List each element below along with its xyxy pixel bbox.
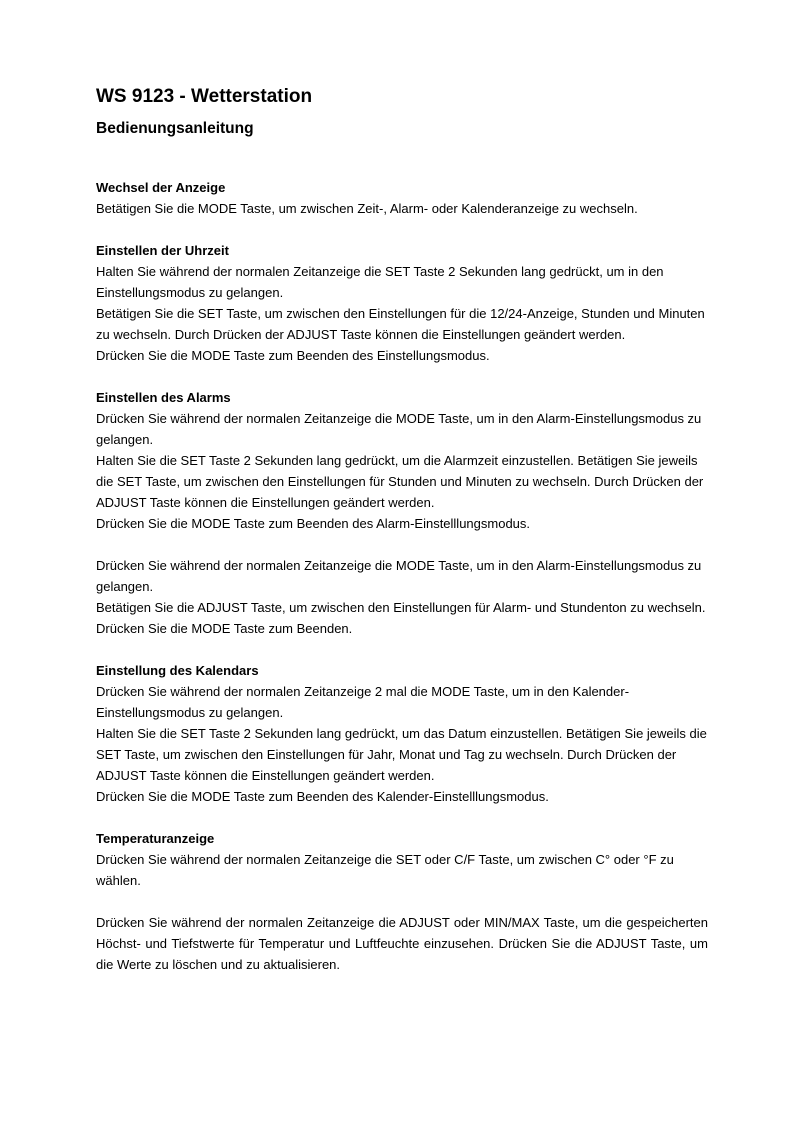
paragraph: Betätigen Sie die SET Taste, um zwischen den Einstellungen für die 12/24-Anzeige, Stunden und Minuten zu wechseln. Durch Drücken der ADJUST Taste können die Einstellungen geändert werden. (96, 306, 705, 342)
paragraph: Halten Sie während der normalen Zeitanzeige die SET Taste 2 Sekunden lang gedrückt, um in den Einstellungsmodus zu gelangen. (96, 264, 664, 300)
section-einstellung-des-kalendars (96, 660, 708, 807)
paragraph: Drücken Sie während der normalen Zeitanzeige 2 mal die MODE Taste, um in den Kalender-Einstellungsmodus zu gelangen. (96, 684, 630, 720)
section-heading: Einstellen des Alarms (96, 390, 231, 405)
paragraph: Halten Sie die SET Taste 2 Sekunden lang gedrückt, um die Alarmzeit einzustellen. Betätigen Sie jeweils die SET Taste, um zwischen den Einstellungen für Stunden und Minuten zu wechseln. Durch Drücken der ADJUST Taste können die Einstellungen geändert werden. (96, 453, 704, 510)
paragraph: Drücken Sie während der normalen Zeitanzeige die MODE Taste, um in den Alarm-Einstellungsmodus zu gelangen. (96, 411, 702, 447)
paragraph: Drücken Sie die MODE Taste zum Beenden. (96, 621, 353, 636)
paragraph: Drücken Sie die MODE Taste zum Beenden des Alarm-Einstelllungsmodus. (96, 516, 531, 531)
section-heading: Temperaturanzeige (96, 831, 215, 846)
section-min-max (96, 912, 708, 975)
paragraph: Drücken Sie die MODE Taste zum Beenden des Einstellungsmodus. (96, 348, 490, 363)
section-temperaturanzeige (96, 828, 708, 891)
section-einstellen-des-alarms (96, 387, 708, 534)
paragraph: Betätigen Sie die ADJUST Taste, um zwischen den Einstellungen für Alarm- und Stundenton zu wechseln. (96, 600, 706, 615)
document-subtitle: Bedienungsanleitung (96, 120, 254, 137)
paragraph: Betätigen Sie die MODE Taste, um zwischen Zeit-, Alarm- oder Kalenderanzeige zu wechseln. (96, 201, 638, 216)
section-einstellen-der-uhrzeit (96, 240, 708, 366)
section-wechsel-der-anzeige (96, 177, 708, 219)
section-alarm-ton (96, 555, 708, 639)
paragraph: Drücken Sie während der normalen Zeitanzeige die MODE Taste, um in den Alarm-Einstellungsmodus zu gelangen. (96, 558, 702, 594)
document-page (96, 84, 708, 975)
paragraph: Halten Sie die SET Taste 2 Sekunden lang gedrückt, um das Datum einzustellen. Betätigen Sie jeweils die SET Taste, um zwischen den Einstellungen für Jahr, Monat und Tag zu wechseln. Durch Drücken der ADJUST Taste können die Einstellungen geändert werden. (96, 726, 707, 783)
paragraph: Drücken Sie die MODE Taste zum Beenden des Kalender-Einstelllungsmodus. (96, 789, 549, 804)
section-heading: Wechsel der Anzeige (96, 180, 226, 195)
paragraph: Drücken Sie während der normalen Zeitanzeige die ADJUST oder MIN/MAX Taste, um die gespeicherten Höchst- und Tiefstwerte für Temperatur und Luftfeuchte einzusehen. Drücken Sie die ADJUST Taste, um die Werte zu löschen und zu aktualisieren. (96, 915, 708, 972)
section-heading: Einstellen der Uhrzeit (96, 243, 229, 258)
document-title: WS 9123 - Wetterstation (96, 86, 313, 107)
section-heading: Einstellung des Kalendars (96, 663, 259, 678)
paragraph: Drücken Sie während der normalen Zeitanzeige die SET oder C/F Taste, um zwischen C° oder °F zu wählen. (96, 852, 674, 888)
